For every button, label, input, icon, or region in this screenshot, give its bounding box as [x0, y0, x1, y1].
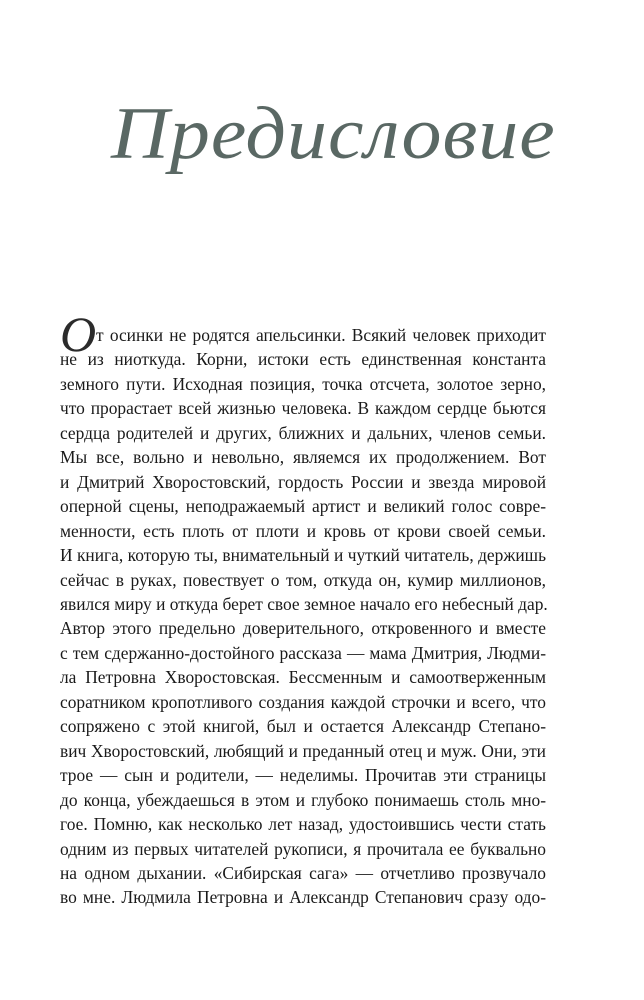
text-line: сейчас в руках, повествует о том, откуда он, кумир миллионов, — [60, 569, 546, 590]
text-line: ла Петровна Хворостовская. Бессменным и самоотверженным — [60, 667, 546, 688]
text-line: не из ниоткуда. Корни, истоки есть единственная константа — [60, 349, 546, 370]
text-line: Мы все, вольно и невольно, являемся их продолжением. Вот — [60, 447, 546, 468]
text-line: до конца, убеждаешься в этом и глубоко понимаешь столь мно- — [60, 789, 546, 810]
text-line: с тем сдержанно-достойного рассказа — мама Дмитрия, Людми- — [60, 642, 546, 663]
drop-cap: О — [60, 306, 97, 362]
text-line: оперной сцены, неподражаемый артист и великий голос совре- — [60, 496, 546, 517]
text-line: на одном дыхании. «Сибирская сага» — отчетливо прозвучало — [60, 862, 546, 883]
text-line: трое — сын и родители, — неделимы. Прочитав эти страницы — [60, 765, 546, 786]
text-line: одним из первых читателей рукописи, я прочитала ее буквально — [60, 838, 546, 859]
page-title: Предисловие — [111, 93, 556, 175]
text-line: гое. Помню, как несколько лет назад, удостоившись чести стать — [60, 814, 546, 835]
text-line: И книга, которую ты, внимательный и чуткий читатель, держишь — [60, 545, 546, 566]
text-line: земного пути. Исходная позиция, точка отсчета, золотое зерно, — [60, 373, 546, 394]
text-line: сопряжено с этой книгой, был и остается Александр Степано- — [60, 716, 546, 737]
text-line: что прорастает всей жизнью человека. В каждом сердце бьются — [60, 398, 546, 419]
body-text — [60, 306, 548, 910]
text-line: явился миру и откуда берет свое земное начало его небесный дар. — [60, 593, 548, 614]
text-line: менности, есть плоть от плоти и кровь от крови своей семьи. — [60, 520, 546, 541]
text-line: соратником кропотливого создания каждой строчки и всего, что — [60, 691, 546, 712]
text-line: во мне. Людмила Петровна и Александр Степанович сразу одо- — [60, 887, 546, 908]
text-line: и Дмитрий Хворостовский, гордость России и звезда мировой — [60, 471, 546, 492]
text-line: сердца родителей и других, ближних и дальних, членов семьи. — [60, 422, 546, 443]
text-line: Автор этого предельно доверительного, откровенного и вместе — [60, 618, 546, 639]
text-line: вич Хворостовский, любящий и преданный отец и муж. Они, эти — [60, 740, 546, 761]
text-line-content: т осинки не родятся апельсинки. Всякий человек приходит — [96, 325, 546, 345]
